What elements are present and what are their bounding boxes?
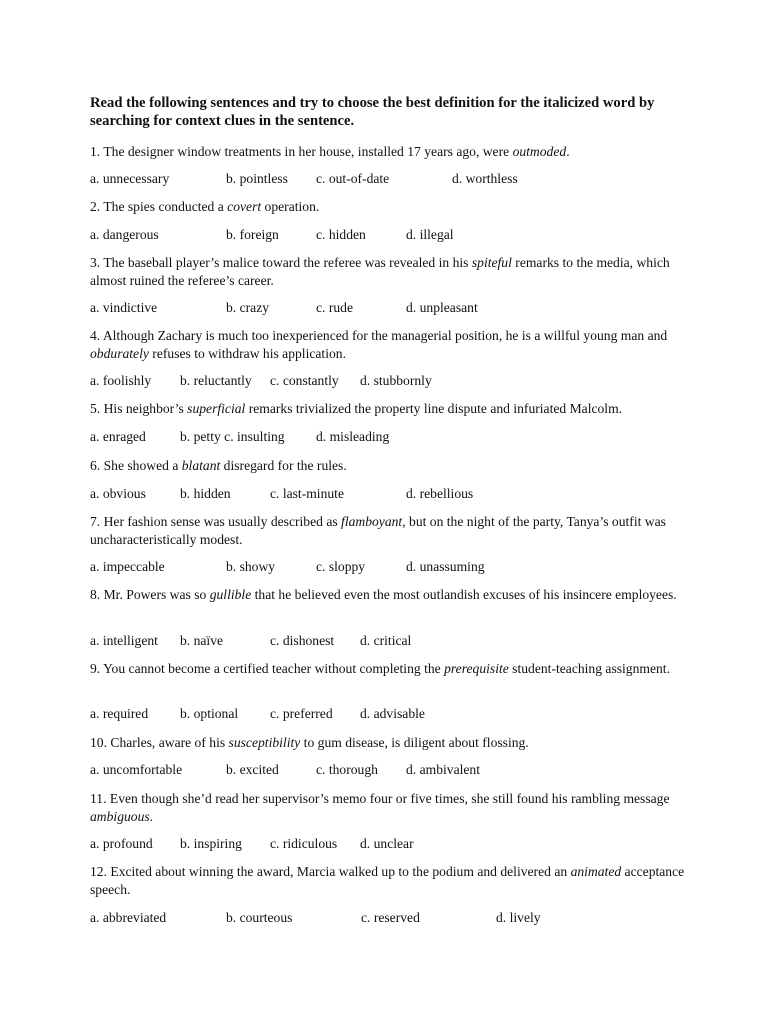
question-text: 9. You cannot become a certified teacher without completing the bbox=[90, 661, 445, 676]
question-text: 2. The spies conducted a bbox=[90, 199, 228, 214]
options-8 bbox=[90, 632, 690, 650]
italic-word: ambiguous bbox=[90, 808, 150, 824]
option-c: c. hidden bbox=[316, 227, 366, 242]
option-d: d. misleading bbox=[316, 429, 390, 444]
question-2 bbox=[90, 198, 690, 216]
italic-word: spiteful bbox=[471, 255, 512, 270]
option-b: b. showy bbox=[226, 559, 276, 574]
option-d: d. critical bbox=[360, 633, 412, 648]
question-text: that he believed even the most outlandish excuses of his insincere employees. bbox=[251, 587, 677, 602]
option-a: a. impeccable bbox=[90, 559, 165, 574]
option-a: a. unnecessary bbox=[90, 171, 170, 186]
option-d: d. advisable bbox=[360, 706, 425, 721]
options-6 bbox=[90, 485, 690, 503]
question-7 bbox=[90, 513, 690, 548]
option-c: c. sloppy bbox=[316, 559, 366, 574]
option-b: b. courteous bbox=[226, 910, 293, 925]
question-text: 8. Mr. Powers was so bbox=[90, 587, 210, 602]
question-text: to gum disease, is diligent about flossing. bbox=[300, 735, 529, 750]
question-text: 11. Even though she’d read her supervisor’s memo four or five times, she still found his rambling message bbox=[90, 791, 670, 806]
option-b: b. pointless bbox=[226, 171, 288, 186]
question-5 bbox=[90, 400, 690, 418]
options-1 bbox=[90, 170, 690, 188]
question-text: . bbox=[149, 808, 154, 824]
question-text: refuses to withdraw his application. bbox=[148, 345, 346, 361]
option-b: b. inspiring bbox=[180, 836, 242, 851]
question-text: 5. His neighbor’s bbox=[90, 401, 188, 416]
option-a: a. required bbox=[90, 706, 149, 721]
question-1 bbox=[90, 143, 690, 161]
italic-word: flamboyant bbox=[341, 514, 403, 529]
option-c: c. dishonest bbox=[270, 633, 335, 648]
italic-word: covert bbox=[227, 199, 262, 214]
question-10 bbox=[90, 734, 690, 752]
options-12 bbox=[90, 909, 690, 927]
italic-word: prerequisite bbox=[444, 661, 509, 676]
option-c: c. reserved bbox=[361, 910, 420, 925]
option-c: c. rude bbox=[316, 300, 353, 315]
question-text: 6. She showed a bbox=[90, 458, 182, 473]
question-text: disregard for the rules. bbox=[220, 458, 347, 473]
option-d: d. unassuming bbox=[406, 559, 485, 574]
question-text: remarks to the media, which almost ruined the referee’s career. bbox=[90, 255, 670, 288]
option-a: a. profound bbox=[90, 836, 153, 851]
option-b: b. optional bbox=[180, 706, 239, 721]
options-5 bbox=[90, 428, 690, 446]
question-8 bbox=[90, 586, 690, 604]
instructions: Read the following sentences and try to choose the best definition for the italicized word by searching for context clues in the sentence. bbox=[90, 95, 655, 129]
question-text: 1. The designer window treatments in her house, installed 17 years ago, were bbox=[90, 144, 513, 159]
option-b: b. crazy bbox=[226, 300, 270, 315]
italic-word: superficial bbox=[187, 401, 246, 416]
question-11 bbox=[90, 790, 690, 825]
option-d: d. unpleasant bbox=[406, 300, 478, 315]
option-a: a. uncomfortable bbox=[90, 762, 183, 777]
option-d: d. stubbornly bbox=[360, 373, 432, 388]
question-4 bbox=[90, 327, 690, 362]
option-b: b. foreign bbox=[226, 227, 279, 242]
italic-word: blatant bbox=[181, 458, 221, 473]
question-text: 12. Excited about winning the award, Marcia walked up to the podium and delivered an bbox=[90, 864, 571, 879]
option-d: d. rebellious bbox=[406, 486, 474, 501]
italic-word: obdurately bbox=[90, 345, 149, 361]
option-c: c. thorough bbox=[316, 762, 378, 777]
option-a: a. obvious bbox=[90, 486, 146, 501]
option-d: d. ambivalent bbox=[406, 762, 480, 777]
option-d: d. lively bbox=[496, 910, 541, 925]
question-12 bbox=[90, 863, 690, 898]
question-text: 4. Although Zachary is much too inexperienced for the managerial position, he is a willful young man and bbox=[90, 328, 668, 343]
option-c: c. preferred bbox=[270, 706, 333, 721]
option-d: d. unclear bbox=[360, 836, 414, 851]
option-a: a. abbreviated bbox=[90, 910, 167, 925]
option-b-c: b. petty c. insulting bbox=[180, 429, 285, 444]
option-b: b. reluctantly bbox=[180, 373, 252, 388]
option-a: a. vindictive bbox=[90, 300, 158, 315]
question-9 bbox=[90, 660, 690, 678]
options-10 bbox=[90, 761, 690, 779]
question-text: . bbox=[566, 144, 570, 159]
option-d: d. worthless bbox=[452, 171, 518, 186]
option-a: a. foolishly bbox=[90, 373, 152, 388]
question-text: remarks trivialized the property line dispute and infuriated Malcolm. bbox=[245, 401, 623, 416]
option-c: c. out-of-date bbox=[316, 171, 390, 186]
question-text: acceptance speech. bbox=[90, 864, 685, 897]
italic-word: animated bbox=[570, 864, 622, 879]
question-6 bbox=[90, 457, 690, 475]
options-9 bbox=[90, 705, 690, 723]
question-text: 3. The baseball player’s malice toward the referee was revealed in his bbox=[90, 255, 472, 270]
option-c: c. ridiculous bbox=[270, 836, 338, 851]
question-text: 10. Charles, aware of his bbox=[90, 735, 229, 750]
option-b: b. excited bbox=[226, 762, 279, 777]
option-c: c. last-minute bbox=[270, 486, 344, 501]
options-7 bbox=[90, 558, 690, 576]
option-c: c. constantly bbox=[270, 373, 339, 388]
question-text: operation. bbox=[261, 199, 320, 214]
option-a: a. dangerous bbox=[90, 227, 159, 242]
question-text: student-teaching assignment. bbox=[508, 661, 670, 676]
italic-word: susceptibility bbox=[228, 735, 301, 750]
question-text: , but on the night of the party, Tanya’s outfit was uncharacteristically modest. bbox=[90, 514, 666, 547]
option-a: a. intelligent bbox=[90, 633, 158, 648]
options-11 bbox=[90, 835, 690, 853]
italic-word: gullible bbox=[209, 587, 252, 602]
options-4 bbox=[90, 372, 690, 390]
question-3 bbox=[90, 254, 690, 289]
options-2 bbox=[90, 226, 690, 244]
question-text: 7. Her fashion sense was usually described as bbox=[90, 514, 342, 529]
italic-word: outmoded bbox=[512, 144, 567, 159]
option-d: d. illegal bbox=[406, 227, 454, 242]
option-b: b. naïve bbox=[180, 633, 224, 648]
option-b: b. hidden bbox=[180, 486, 231, 501]
option-a: a. enraged bbox=[90, 429, 146, 444]
options-3 bbox=[90, 299, 690, 317]
